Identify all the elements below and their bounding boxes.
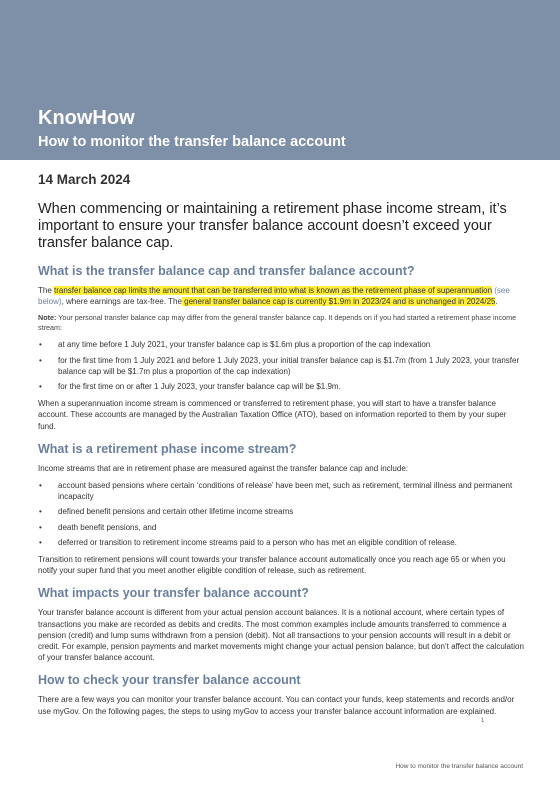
section-how-to-check — [38, 673, 525, 716]
paragraph: There are a few ways you can monitor your transfer balance account. You can contact your funds, keep statements and records and/or use myGov. On the following pages, the steps to using myGov to access your transfer balance account information are explained. — [38, 695, 515, 716]
section-heading: What is the transfer balance cap and transfer balance account? — [38, 264, 415, 278]
list-item: • for the first time from 1 July 2021 and before 1 July 2023, your initial transfer balance cap is $1.7m (from 1 July 2023, your transfer balance cap will be $1.7m plus a proportion of the cap indexation) — [38, 355, 525, 377]
section-heading: How to check your transfer balance account — [38, 673, 301, 688]
paragraph — [38, 285, 525, 307]
document-subtitle: How to monitor the transfer balance account — [38, 134, 346, 150]
list-item: • defined benefit pensions and certain other lifetime income streams — [38, 506, 525, 517]
list-item: • death benefit pensions, and — [38, 522, 525, 533]
page-number: 1 — [481, 718, 485, 724]
brand-title: KnowHow — [38, 107, 135, 129]
income-stream-bullet-list — [38, 480, 525, 548]
note — [38, 313, 525, 333]
list-item: • for the first time on or after 1 July 2023, your transfer balance cap will be $1.9m. — [38, 381, 525, 392]
text-run: The — [38, 286, 55, 295]
list-item: • deferred or transition to retirement income streams paid to a person who has met an eligible condition of release. — [38, 537, 525, 548]
text-run: . — [495, 297, 498, 307]
section-retirement-income-stream — [38, 442, 525, 577]
document-body — [38, 172, 525, 723]
note-label: Note: — [38, 313, 57, 323]
section-transfer-balance-cap — [38, 264, 525, 432]
list-item: • at any time before 1 July 2021, your transfer balance cap is $1.6m plus a proportion of the cap indexation — [38, 339, 525, 350]
see-below-link[interactable]: (see below) — [38, 286, 510, 307]
section-heading: What is a retirement phase income stream? — [38, 441, 297, 456]
paragraph: When a superannuation income stream is commenced or transferred to retirement phase, you will start to have a transfer balance account. These accounts are managed by the Australian Taxation Office (ATO), based on information reported to them by your super fund. — [38, 399, 507, 431]
cap-bullet-list — [38, 339, 525, 392]
lead-paragraph: When commencing or maintaining a retirement phase income stream, it’s important to ensure your transfer balance account doesn’t exceed your transfer balance cap. — [38, 201, 507, 251]
highlight: transfer balance cap limits the amount that can be transferred into what is known as the retirement phase of superannuation — [54, 286, 493, 295]
note-text: Your personal transfer balance cap may differ from the general transfer balance cap. It depends on if you had started a retirement phase income stream: — [38, 313, 517, 333]
text-run: , where earnings are tax-free. The — [61, 297, 182, 307]
page-footer: How to monitor the transfer balance account — [395, 763, 523, 770]
list-item: • account based pensions where certain ‘conditions of release’ have been met, such as retirement, terminal illness and permanent incapacity — [38, 480, 525, 502]
paragraph: Transition to retirement pensions will count towards your transfer balance account automatically once you reach age 65 or when you notify your super fund that you meet another eligible condition of release, such as retirement. — [38, 555, 506, 576]
section-impacts — [38, 586, 525, 663]
paragraph: Your transfer balance account is different from your actual pension account balances. It is a notional account, where certain types of transactions you make are recorded as debits and credits. The most common examples include amounts transferred to commence a pension (credit) and lump sums withdrawn from a pension (debit). Not all transactions to your pension accounts will result in a debit or credit. For example, pension payments and market movements might change your actual pension balance, but don’t affect the calculation of your transfer balance account. — [38, 608, 524, 663]
paragraph: Income streams that are in retirement phase are measured against the transfer balance cap and include: — [38, 463, 408, 473]
section-heading: What impacts your transfer balance account? — [38, 586, 309, 601]
highlight: general transfer balance cap is currently $1.9m in 2023/24 and is unchanged in 2024/25 — [181, 297, 496, 307]
publish-date: 14 March 2024 — [38, 172, 131, 187]
